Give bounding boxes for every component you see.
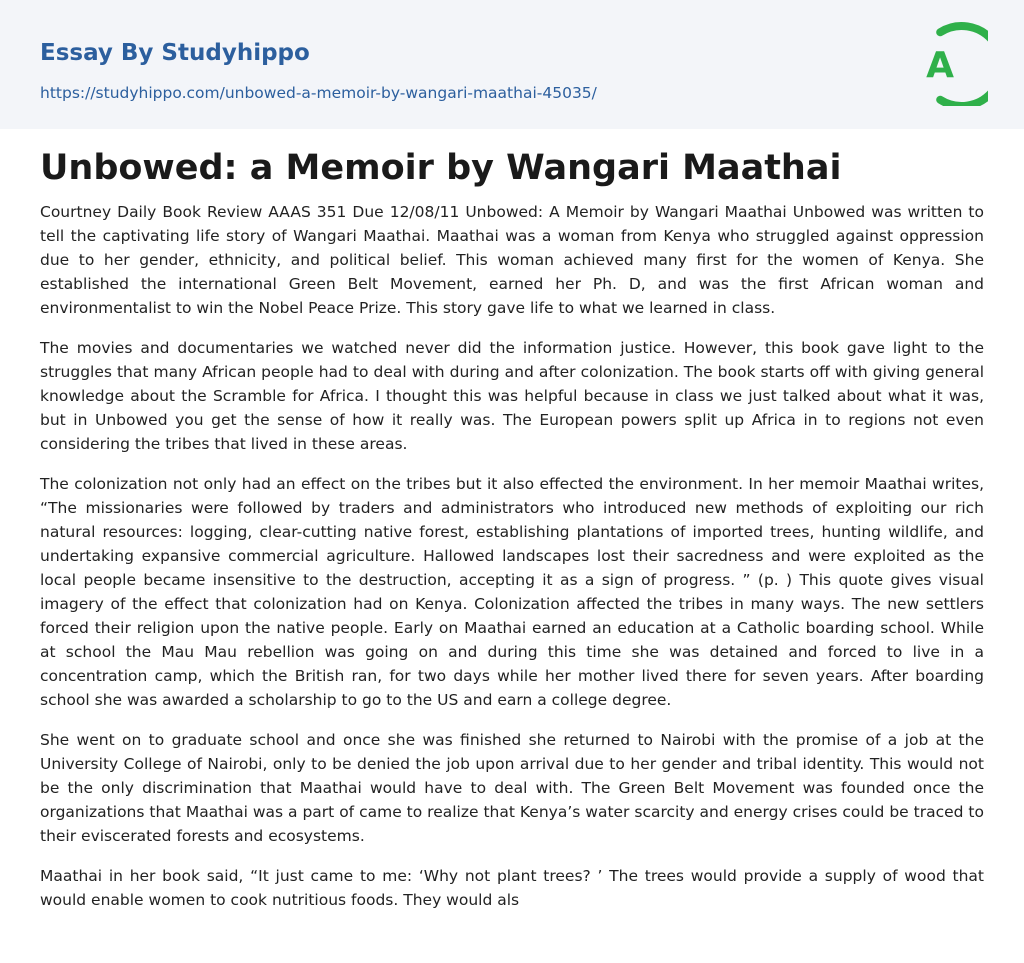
studyhippo-logo	[912, 18, 988, 106]
essay-paragraph: Maathai in her book said, “It just came to me: ‘Why not plant trees? ’ The trees would provide a supply of wood that would enable women to cook nutritious foods. They would als	[40, 867, 984, 909]
essay-content	[40, 146, 984, 928]
logo-letter: A	[926, 45, 954, 86]
essay-paragraph: She went on to graduate school and once she was finished she returned to Nairobi with the promise of a job at the University College of Nairobi, only to be denied the job upon arrival due to her gender and tribal identity. This would not be the only discrimination that Maathai would have to deal with. The Green Belt Movement was founded once the organizations that Maathai was a part of came to realize that Kenya’s water scarcity and energy crises could be traced to their eviscerated forests and ecosystems.	[40, 731, 984, 845]
source-url-link[interactable]: https://studyhippo.com/unbowed-a-memoir-by-wangari-maathai-45035/	[40, 84, 597, 102]
essay-paragraph: The colonization not only had an effect on the tribes but it also effected the environment. In her memoir Maathai writes, “The missionaries were followed by traders and administrators who introduced new methods of exploiting our rich natural resources: logging, clear-cutting native forest, establishing plantations of imported trees, hunting wildlife, and undertaking expansive commercial agriculture. Hallowed landscapes lost their sacredness and were exploited as the local people became insensitive to the destruction, accepting it as a sign of progress. ” (p. ) This quote gives visual imagery of the effect that colonization had on Kenya. Colonization affected the tribes in many ways. The new settlers forced their religion upon the native people. Early on Maathai earned an education at a Catholic boarding school. While at school the Mau Mau rebellion was going on and during this time she was detained and forced to live in a concentration camp, which the British ran, for two days while her mother lived there for seven years. After boarding school she was awarded a scholarship to go to the US and earn a college degree.	[40, 475, 984, 709]
essay-paragraph: The movies and documentaries we watched never did the information justice. However, this book gave light to the struggles that many African people had to deal with during and after colonization. The book starts off with giving general knowledge about the Scramble for Africa. I thought this was helpful because in class we just talked about what it was, but in Unbowed you get the sense of how it really was. The European powers split up Africa in to regions not even considering the tribes that lived in these areas.	[40, 339, 984, 453]
logo-icon	[912, 18, 988, 106]
brand-title: Essay By Studyhippo	[40, 40, 310, 66]
site-header	[0, 0, 1024, 129]
essay-body	[40, 200, 984, 912]
essay-title: Unbowed: a Memoir by Wangari Maathai	[40, 148, 842, 188]
essay-paragraph: Courtney Daily Book Review AAAS 351 Due 12/08/11 Unbowed: A Memoir by Wangari Maathai Unbowed was written to tell the captivating life story of Wangari Maathai. Maathai was a woman from Kenya who struggled against oppression due to her gender, ethnicity, and political belief. This woman achieved many first for the women of Kenya. She established the international Green Belt Movement, earned her Ph. D, and was the first African woman and environmentalist to win the Nobel Peace Prize. This story gave life to what we learned in class.	[40, 203, 984, 317]
